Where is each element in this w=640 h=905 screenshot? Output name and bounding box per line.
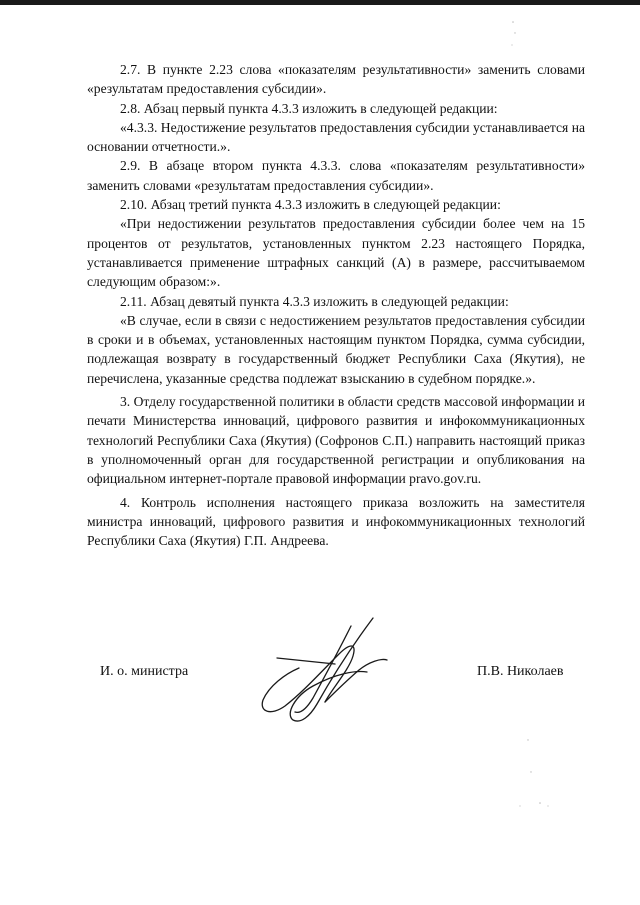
signatory-position: И. о. министра <box>100 664 189 679</box>
handwritten-signature <box>255 612 405 727</box>
paragraph-2-7: 2.7. В пункте 2.23 слова «показателям результативности» заменить словами «результатам предоставления субсидии». <box>87 62 585 97</box>
paragraph-refund-quote: «В случае, если в связи с недостижением результатов предоставления субсидии в сроки и в объемах, установленных настоящим пунктом Порядка, сумма субсидии, подлежащая возврату в государственный бюджет Республики Саха (Якутия), не перечислена, указанные средства подлежат взысканию в судебном порядке.». <box>87 312 585 386</box>
paragraph-2-10: 2.10. Абзац третий пункта 4.3.3 изложить в следующей редакции: <box>120 197 501 213</box>
signatory-name: П.В. Николаев <box>477 664 564 679</box>
paragraph-penalty-quote: «При недостижении результатов предоставления субсидии более чем на 15 процентов от результатов, установленных пунктом 2.23 настоящего Порядка, устанавливается применение штрафных санкций (А) в размере, рассчитываемом следующим образом:». <box>87 216 585 290</box>
paragraph-4-3-3-new: «4.3.3. Недостижение результатов предоставления субсидии устанавливается на основании отчетности.». <box>87 119 585 155</box>
document-body <box>87 60 585 550</box>
paragraph-2-8: 2.8. Абзац первый пункта 4.3.3 изложить в следующей редакции: <box>120 100 498 116</box>
paragraph-2-9: 2.9. В абзаце втором пункта 4.3.3. слова «показателям результативности» заменить словами «результатам предоставления субсидии». <box>87 158 585 193</box>
paragraph-3: 3. Отделу государственной политики в области средств массовой информации и печати Министерства инноваций, цифрового развития и инфокоммуникационных технологий Республики Саха (Якутия) (Софронов С.П.) направить настоящий приказ в уполномоченный орган для государственной регистрации и опубликования на официальном интернет-портале правовой информации pravo.gov.ru. <box>87 394 585 487</box>
scan-top-edge <box>0 0 640 5</box>
paragraph-2-11: 2.11. Абзац девятый пункта 4.3.3 изложить в следующей редакции: <box>120 293 509 309</box>
paragraph-4: 4. Контроль исполнения настоящего приказа возложить на заместителя министра инноваций, цифрового развития и инфокоммуникационных технологий Республики Саха (Якутия) Г.П. Андреева. <box>87 494 585 549</box>
